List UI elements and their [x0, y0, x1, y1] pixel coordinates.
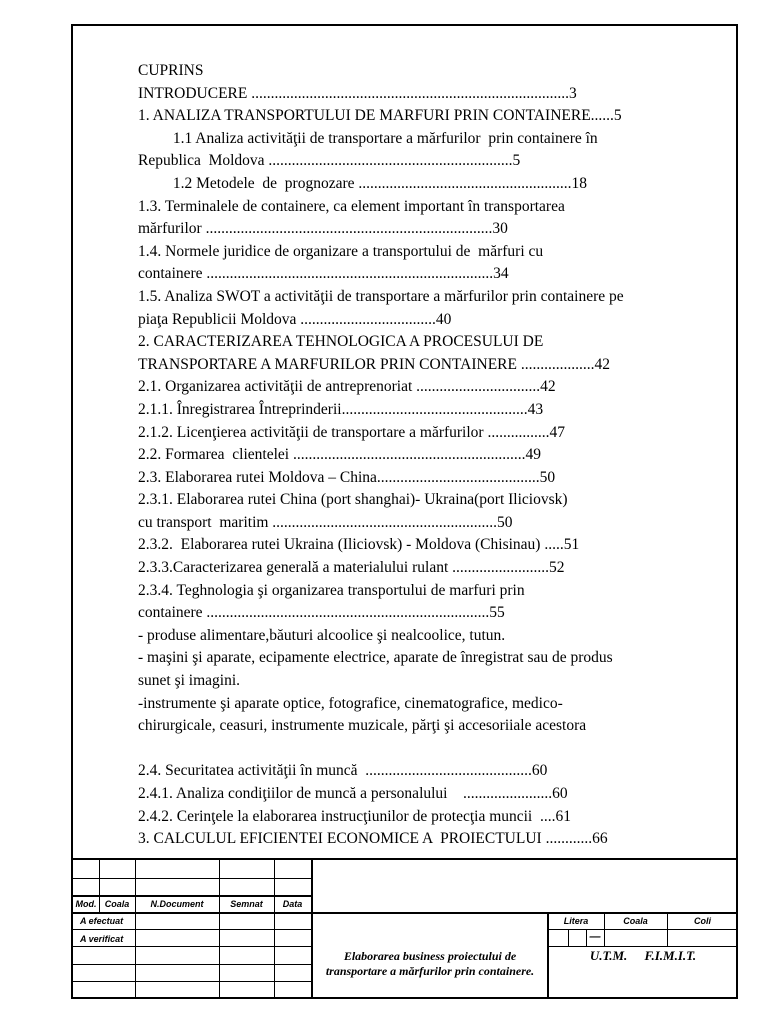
header-coala: Coala	[104, 899, 130, 909]
label-coli: Coli	[694, 916, 711, 926]
toc-line: 2.4. Securitatea activităţii în muncă ...........................................60	[138, 762, 548, 780]
toc-line: 2.3. Elaborarea rutei Moldova – China..........................................50	[138, 468, 556, 486]
header-mod: Mod.	[75, 899, 97, 909]
toc-line: 2.3.4. Teghnologia şi organizarea transportului de marfuri prin	[138, 581, 525, 599]
toc-line: containere ..........................................................................34	[138, 265, 509, 283]
header-semnat: Semnat	[230, 899, 263, 909]
toc-line	[138, 738, 713, 761]
toc-line: 2.1. Organizarea activităţii de antreprenoriat ................................42	[138, 378, 556, 396]
toc-line: 2.1.1. Înregistrarea Întreprinderii................................................43	[138, 400, 544, 418]
toc-line: 1.1 Analiza activităţii de transportare a mărfurilor prin containere în	[138, 129, 598, 147]
toc-line: 1.5. Analiza SWOT a activităţii de transportare a mărfurilor prin containere pe	[138, 287, 624, 305]
toc-line: 3. CALCULUL EFICIENTEI ECONOMICE A PROIECTULUI ............66	[138, 830, 608, 848]
toc-line: Republica Moldova ...............................................................5	[138, 152, 521, 170]
toc-line: 1.4. Normele juridice de organizare a transportului de mărfuri cu	[138, 242, 544, 260]
toc-line: 2.1.2. Licenţierea activităţii de transportare a mărfurilor ................47	[138, 423, 565, 441]
project-title: Elaborarea business proiectului de transportare a mărfurilor prin containere.	[325, 949, 535, 978]
toc-line: 2. CARACTERIZAREA TEHNOLOGICA A PROCESULUI DE	[138, 333, 544, 351]
toc-line: cu transport maritim ..........................................................50	[138, 513, 513, 531]
header-ndocument: N.Document	[150, 899, 204, 909]
toc-line: mărfurilor ..........................................................................30	[138, 220, 508, 238]
toc-line: INTRODUCERE ..................................................................................3	[138, 84, 577, 102]
toc-line: 2.2. Formarea clientelei ............................................................49	[138, 446, 541, 464]
toc-line: - maşini şi aparate, ecipamente electrice, aparate de înregistrat sau de produs	[138, 649, 613, 667]
toc-line: sunet şi imagini.	[138, 672, 241, 690]
toc-line: 2.3.1. Elaborarea rutei China (port shanghai)- Ukraina(port Iliciovsk)	[138, 491, 568, 509]
toc-line: - produse alimentare,băuturi alcoolice şi nealcoolice, tutun.	[138, 626, 506, 644]
label-coala-right: Coala	[623, 916, 648, 926]
toc-line: CUPRINS	[138, 62, 204, 79]
institution-label: U.T.M. F.I.M.I.T.	[589, 948, 697, 963]
litera-dash: —	[589, 931, 601, 943]
toc-line: 2.3.2. Elaborarea rutei Ukraina (Iliciovsk) - Moldova (Chisinau) .....51	[138, 536, 580, 554]
table-of-contents	[138, 60, 713, 851]
label-a-efectuat: A efectuat	[80, 916, 124, 926]
toc-line: 2.4.2. Cerinţele la elaborarea instrucţiunilor de protecţia muncii ....61	[138, 807, 571, 825]
toc-line: 1. ANALIZA TRANSPORTULUI DE MARFURI PRIN CONTAINERE......5	[138, 107, 622, 125]
toc-line: -instrumente şi aparate optice, fotografice, cinematografice, medico-	[138, 694, 563, 712]
header-data: Data	[282, 899, 303, 909]
label-litera: Litera	[563, 916, 589, 926]
label-a-verificat: A verificat	[80, 934, 124, 944]
toc-line: containere .........................................................................55	[138, 604, 505, 622]
toc-line: 2.4.1. Analiza condiţiilor de muncă a personalului .......................60	[138, 785, 568, 802]
toc-line: chirurgicale, ceasuri, instrumente muzicale, părţi şi accesoriiale acestora	[138, 717, 587, 735]
toc-line: TRANSPORTARE A MARFURILOR PRIN CONTAINERE ...................42	[138, 355, 610, 373]
toc-line: 2.3.3.Caracterizarea generală a materialului rulant .........................52	[138, 559, 565, 577]
toc-line: 1.3. Terminalele de containere, ca element important în transportarea	[138, 197, 565, 215]
toc-line: piaţa Republicii Moldova ...................................40	[138, 310, 452, 328]
toc-line: 1.2 Metodele de prognozare .......................................................18	[138, 174, 588, 192]
